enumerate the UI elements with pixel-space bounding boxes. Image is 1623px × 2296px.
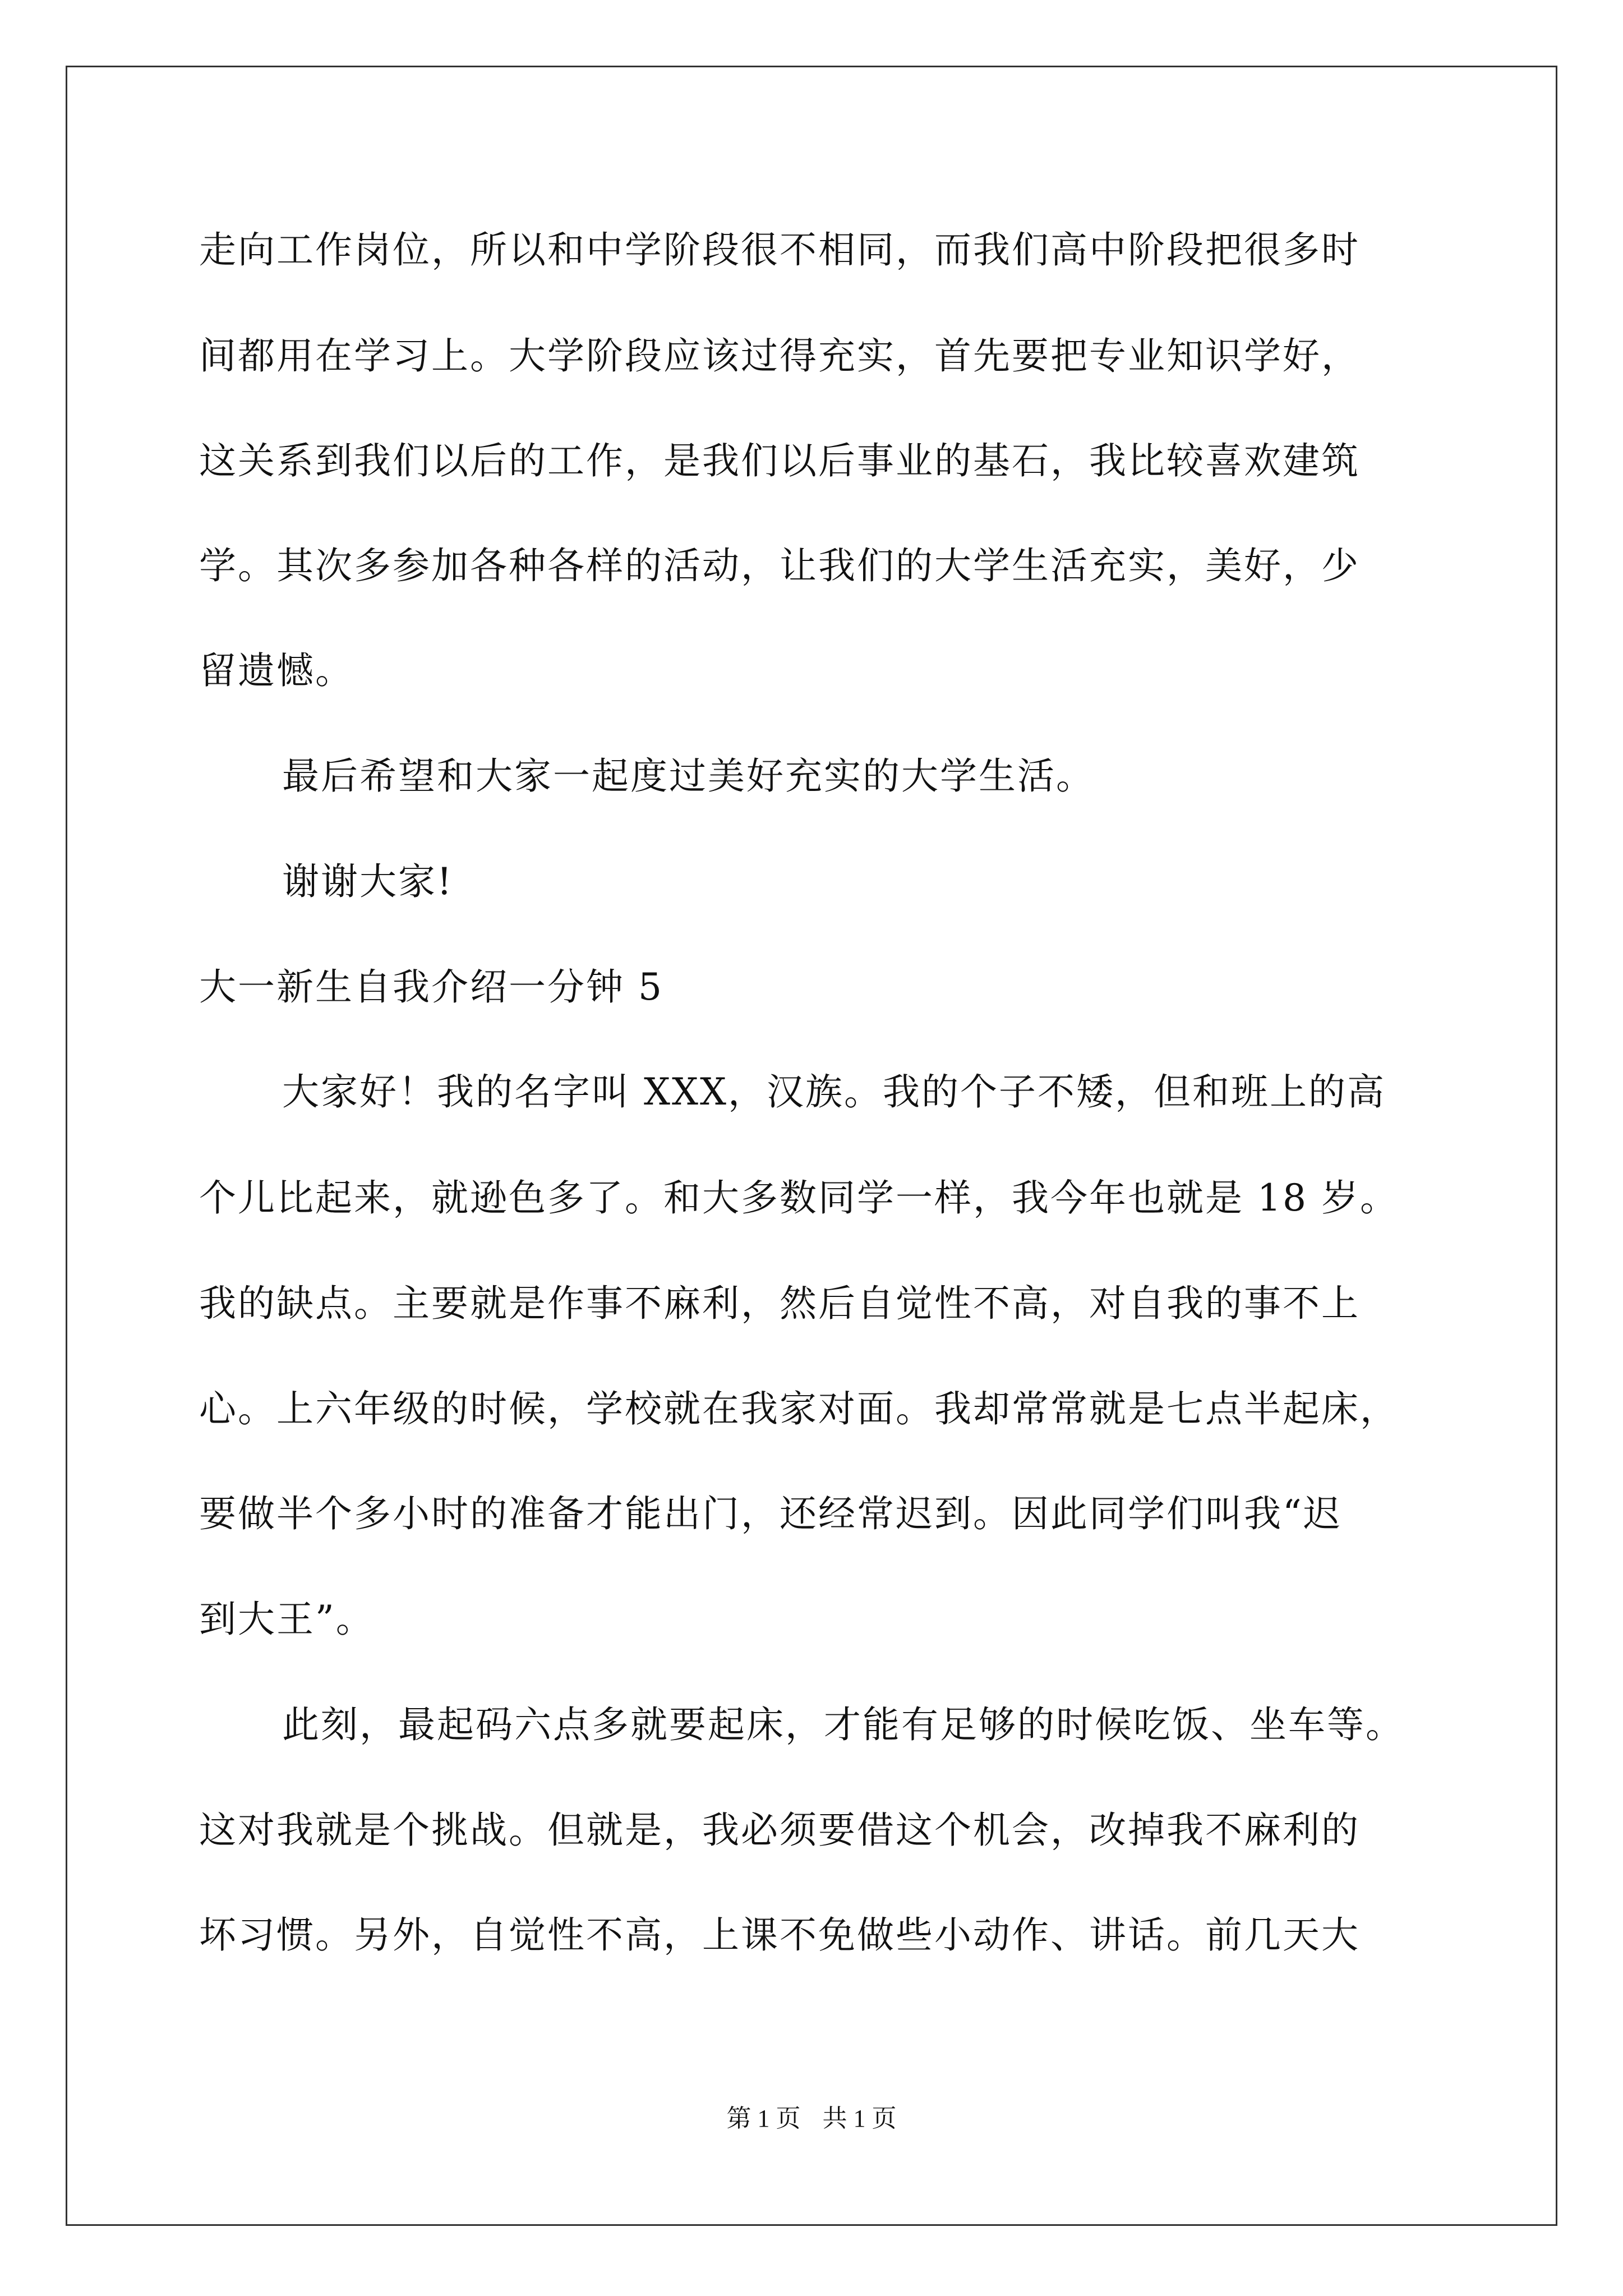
text-line: 我的缺点。主要就是作事不麻利，然后自觉性不高，对自我的事不上 <box>199 1282 1360 1325</box>
text-line: 间都用在学习上。大学阶段应该过得充实，首先要把专业知识学好， <box>199 334 1360 378</box>
text-line: 要做半个多小时的准备才能出门，还经常迟到。因此同学们叫我“迟 <box>199 1492 1342 1535</box>
section-heading: 大一新生自我介绍一分钟 5 <box>199 965 663 1009</box>
page-border <box>66 66 1557 2226</box>
paragraph-thanks: 谢谢大家! <box>282 860 454 903</box>
text-line: 坏习惯。另外，自觉性不高，上课不免做些小动作、讲话。前几天大 <box>199 1913 1360 1957</box>
paragraph-closing: 最后希望和大家一起度过美好充实的大学生活。 <box>282 754 1095 798</box>
text-line: 这关系到我们以后的工作，是我们以后事业的基石，我比较喜欢建筑 <box>199 439 1360 482</box>
text-line: 个儿比起来，就逊色多了。和大多数同学一样，我今年也就是 18 岁。 <box>199 1176 1399 1220</box>
text-line: 心。上六年级的时候，学校就在我家对面。我却常常就是七点半起床， <box>199 1387 1399 1430</box>
page-number: 第 1 页 <box>726 2105 801 2132</box>
text-line: 这对我就是个挑战。但就是，我必须要借这个机会，改掉我不麻利的 <box>199 1809 1360 1852</box>
page-total: 共 1 页 <box>822 2105 897 2132</box>
text-line: 走向工作岗位，所以和中学阶段很不相同，而我们高中阶段把很多时 <box>199 228 1360 272</box>
text-line: 大家好！我的名字叫 XXX，汉族。我的个子不矮，但和班上的高 <box>282 1070 1386 1114</box>
page-footer <box>0 2098 1623 2134</box>
text-line: 学。其次多参加各种各样的活动，让我们的大学生活充实，美好，少 <box>199 544 1360 587</box>
text-line: 留遗憾。 <box>199 649 354 692</box>
text-line: 此刻，最起码六点多就要起床，才能有足够的时候吃饭、坐车等。 <box>282 1703 1404 1746</box>
text-line: 到大王”。 <box>199 1598 375 1641</box>
